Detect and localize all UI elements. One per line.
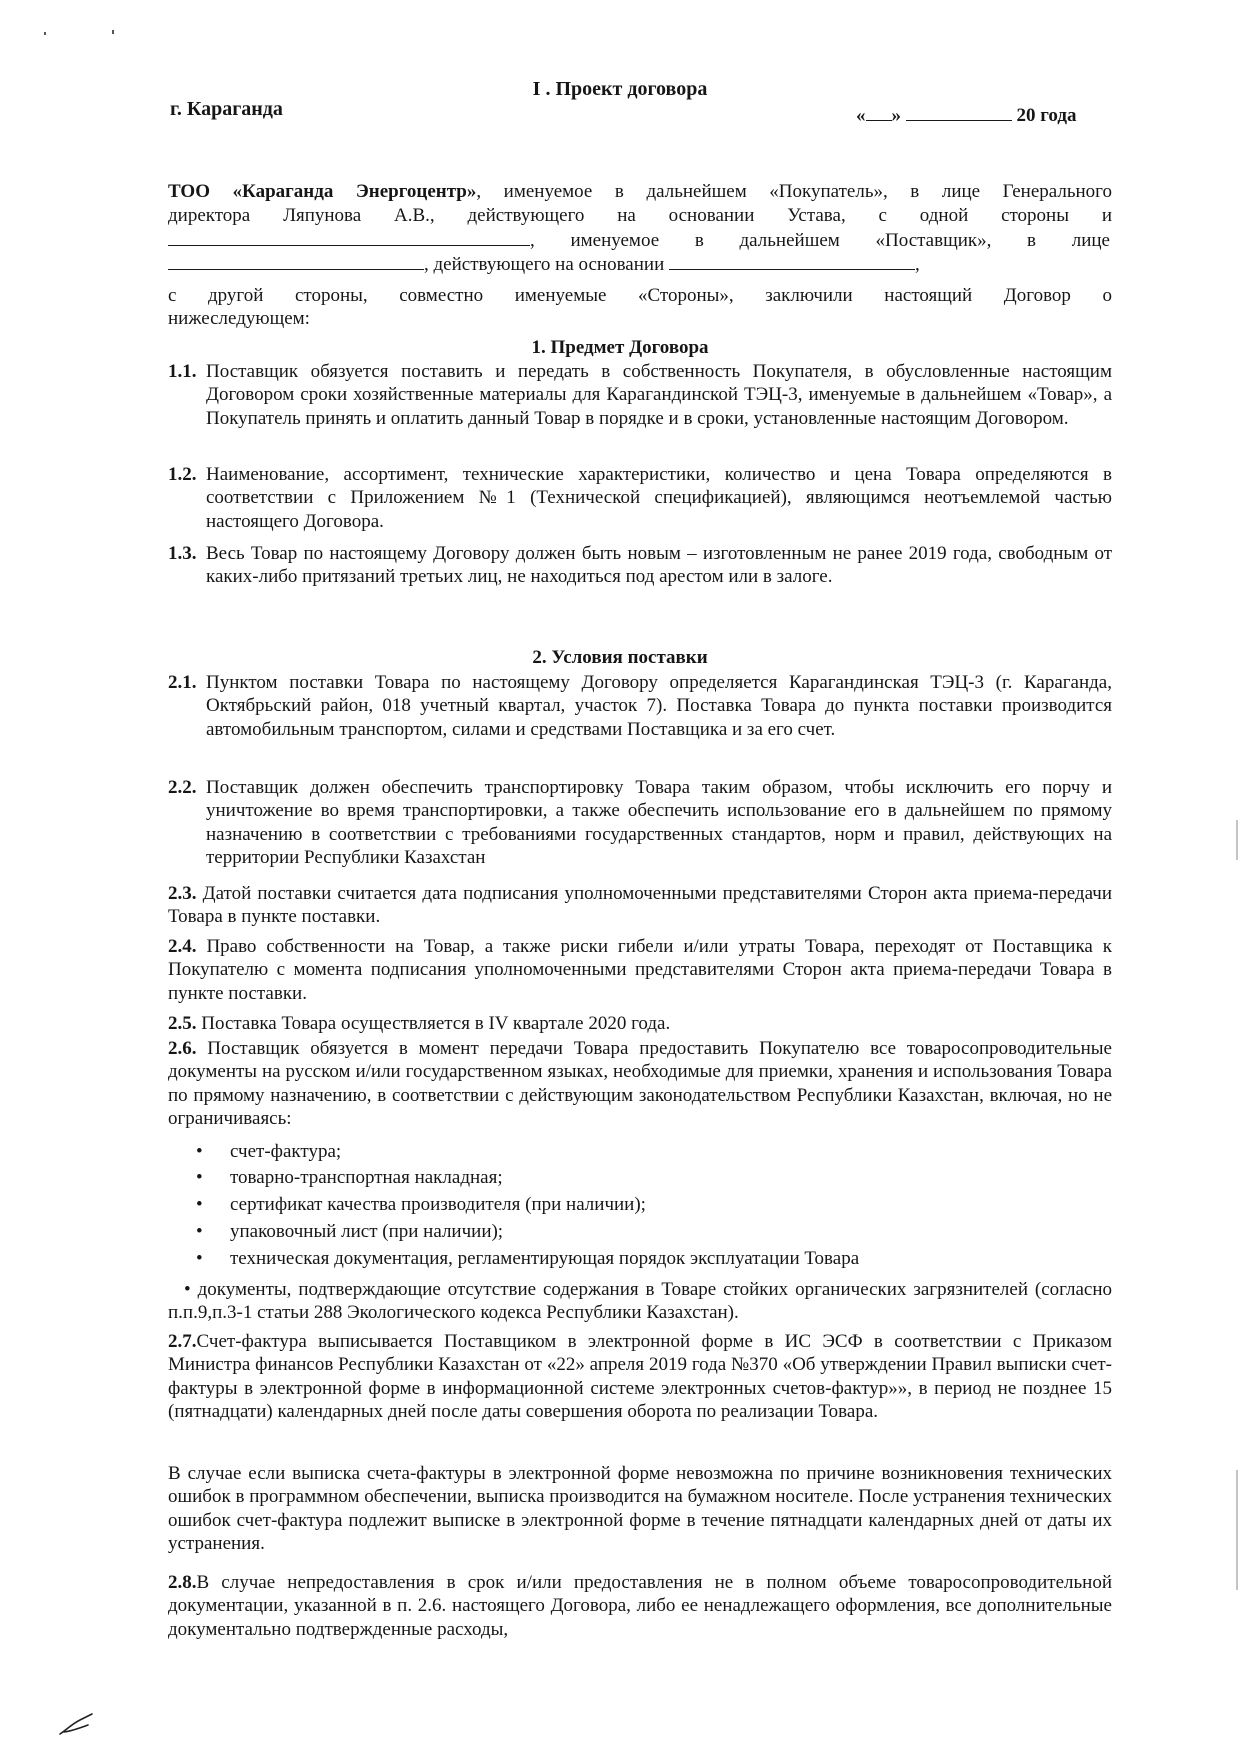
clause-text: Поставщик обязуется поставить и передать в собственность Покупателя, в обусловленные настоящим Договором сроки хозяйственные материалы для Карагандинской ТЭЦ-3, именуемые в дальнейшем «Товар», а Покупатель принять и оплатить данный Товар в порядке и в сроки, установленные настоящим Договором. [206,361,1112,429]
preamble-text: , именуемое в дальнейшем «Поставщик», в лице [530,230,1110,251]
clause-1-1 [168,360,1112,430]
clause-text: Поставщик должен обеспечить транспортировку Товара таким образом, чтобы исключить его порчу и уничтожение во время транспортировки, а также обеспечить использование его в дальнейшем по прямому назначению в соответствии с требованиями государственных стандартов, норм и правил, действующих на территории Республики Казахстан [206,777,1112,869]
clause-number: 2.1. [168,672,197,693]
preamble-text: , действующего на основании [424,254,665,275]
clause-number: 2.7. [168,1331,197,1352]
clause-2-7 [168,1330,1112,1424]
list-item-text: сертификат качества производителя (при наличии); [230,1194,646,1215]
list-item [196,1166,503,1189]
clause-number: 2.6. [168,1038,197,1059]
bullet-icon: • [196,1221,203,1242]
list-item [196,1220,503,1243]
clause-2-4 [168,935,1112,1005]
representative-blank [168,253,424,270]
clause-2-8 [168,1571,1112,1641]
list-item [196,1247,859,1270]
clause-number: 1.1. [168,361,197,382]
clause-number: 2.8. [168,1572,197,1593]
scan-speck [44,32,46,35]
clause-number: 1.2. [168,464,197,485]
clause-text: Право собственности на Товар, а также риски гибели и/или утраты Товара, переходят от Поставщика к Покупателю с момента подписания уполномоченными представителями Сторон акта приема-передачи Товара в пункте поставки. [168,936,1112,1004]
bullet-icon: • [196,1248,203,1269]
clause-number: 2.3. [168,883,197,904]
clause-1-2 [168,463,1112,533]
clause-number: 2.5. [168,1013,197,1034]
section-1-title: 1. Предмет Договора [531,337,709,358]
preamble-text: , именуемое в дальнейшем «Покупатель», в лице Генерального [476,181,1112,202]
list-item-text: упаковочный лист (при наличии); [230,1221,504,1242]
clause-number: 2.2. [168,777,197,798]
section-2-title: 2. Условия поставки [532,647,708,668]
supplier-name-blank [168,229,530,246]
clause-text: Счет-фактура выписывается Поставщиком в электронной форме в ИС ЭСФ в соответствии с Приказом Министра финансов Республики Казахстан от «22» апреля 2019 года №370 «Об утверждении Правил выписки счет-фактуры в электронной форме в информационной системе электронных счетов-фактур»», в период не позднее 15 (пятнадцати) календарных дней после даты совершения оборота по реализации Товара. [168,1331,1112,1423]
month-blank [906,104,1012,121]
list-item-text: документы, подтверждающие отсутствие содержания в Товаре стойких органических загрязнителей (согласно п.п.9,п.3-1 статьи 288 Экологического кодекса Республики Казахстан). [168,1279,1113,1324]
date-line [856,104,1076,127]
day-blank [866,104,892,121]
list-item-text: техническая документация, регламентирующая порядок эксплуатации Товара [230,1248,860,1269]
preamble-line-3 [168,229,1112,252]
clause-text: Пунктом поставки Товара по настоящему Договору определяется Карагандинская ТЭЦ-3 (г. Караганда, Октябрьский район, 018 учетный квартал, участок 7). Поставка Товара до пункта поставки производится автомобильным транспортом, силами и средствами Поставщика и за его счет. [206,672,1112,740]
clause-1-3 [168,542,1112,589]
list-item-pollutants [168,1278,1112,1325]
preamble-line-2: директора Ляпунова А.В., действующего на основании Устава, с одной стороны и [168,205,1112,226]
clause-number: 2.4. [168,936,197,957]
preamble-line-5: с другой стороны, совместно именуемые «Стороны», заключили настоящий Договор о [168,285,1112,306]
clause-2-3 [168,882,1112,929]
bullet-icon: • [196,1194,203,1215]
page-title: I . Проект договора [532,78,708,100]
bullet-icon: • [196,1141,203,1162]
list-item-text: товарно-транспортная накладная; [230,1167,503,1188]
preamble-text: , [915,254,920,275]
preamble-line-1 [168,180,1112,203]
clause-text: Датой поставки считается дата подписания уполномоченными представителями Сторон акта приема-передачи Товара в пункте поставки. [168,883,1112,928]
year-label: 20 года [1016,105,1077,126]
date-close-quote: » [891,105,901,126]
clause-2-6 [168,1037,1112,1131]
date-open-quote: « [856,105,866,126]
clause-2-1 [168,671,1112,741]
clause-text: Весь Товар по настоящему Договору должен быть новым – изготовленным не ранее 2019 года, свободным от каких-либо притязаний третьих лиц, не находиться под арестом или в залоге. [206,543,1112,588]
scan-edge-mark [1236,1470,1238,1590]
preamble-line-4 [168,253,1112,276]
clause-number: 1.3. [168,543,197,564]
clause-text: Поставщик обязуется в момент передачи Товара предоставить Покупателю все товаросопроводительные документы на русском и/или государственном языках, необходимые для приемки, хранения и использования Товара по прямому назначению, в соответствии с действующим законодательством Республики Казахстан, включая, но не ограничиваясь: [168,1038,1112,1130]
list-item [196,1140,341,1163]
scan-speck [112,30,114,34]
clause-text: В случае непредоставления в срок и/или предоставления не в полном объеме товаросопроводительной документации, указанной в п. 2.6. настоящего Договора, либо ее ненадлежащего оформления, все дополнительные документально подтвержденные расходы, [168,1572,1112,1640]
bullet-icon: • [196,1167,203,1188]
basis-blank [669,253,915,270]
signature-mark [58,1712,102,1736]
list-item-text: счет-фактура; [230,1141,342,1162]
clause-text: Поставка Товара осуществляется в IV квартале 2020 года. [201,1013,671,1034]
preamble-line-6: нижеследующем: [168,308,310,329]
clause-text: Наименование, ассортимент, технические характеристики, количество и цена Товара определяются в соответствии с Приложением №1 (Технической спецификацией), являющимся неотъемлемой частью настоящего Договора. [206,464,1112,532]
clause-2-5 [168,1012,1112,1035]
clause-2-2 [168,776,1112,870]
clause-2-7-extra: В случае если выписка счета-фактуры в электронной форме невозможна по причине возникновения технических ошибок в программном обеспечении, выписка производится на бумажном носителе. После устранения технических ошибок счет-фактура подлежит выписке в электронной форме в течение пятнадцати календарных дней от даты их устранения. [168,1463,1112,1555]
buyer-org-name: ТОО «Караганда Энергоцентр» [168,181,477,202]
bullet-icon: • [184,1279,191,1300]
list-item [196,1193,646,1216]
city: г. Караганда [170,98,283,120]
scan-edge-mark [1236,820,1238,860]
